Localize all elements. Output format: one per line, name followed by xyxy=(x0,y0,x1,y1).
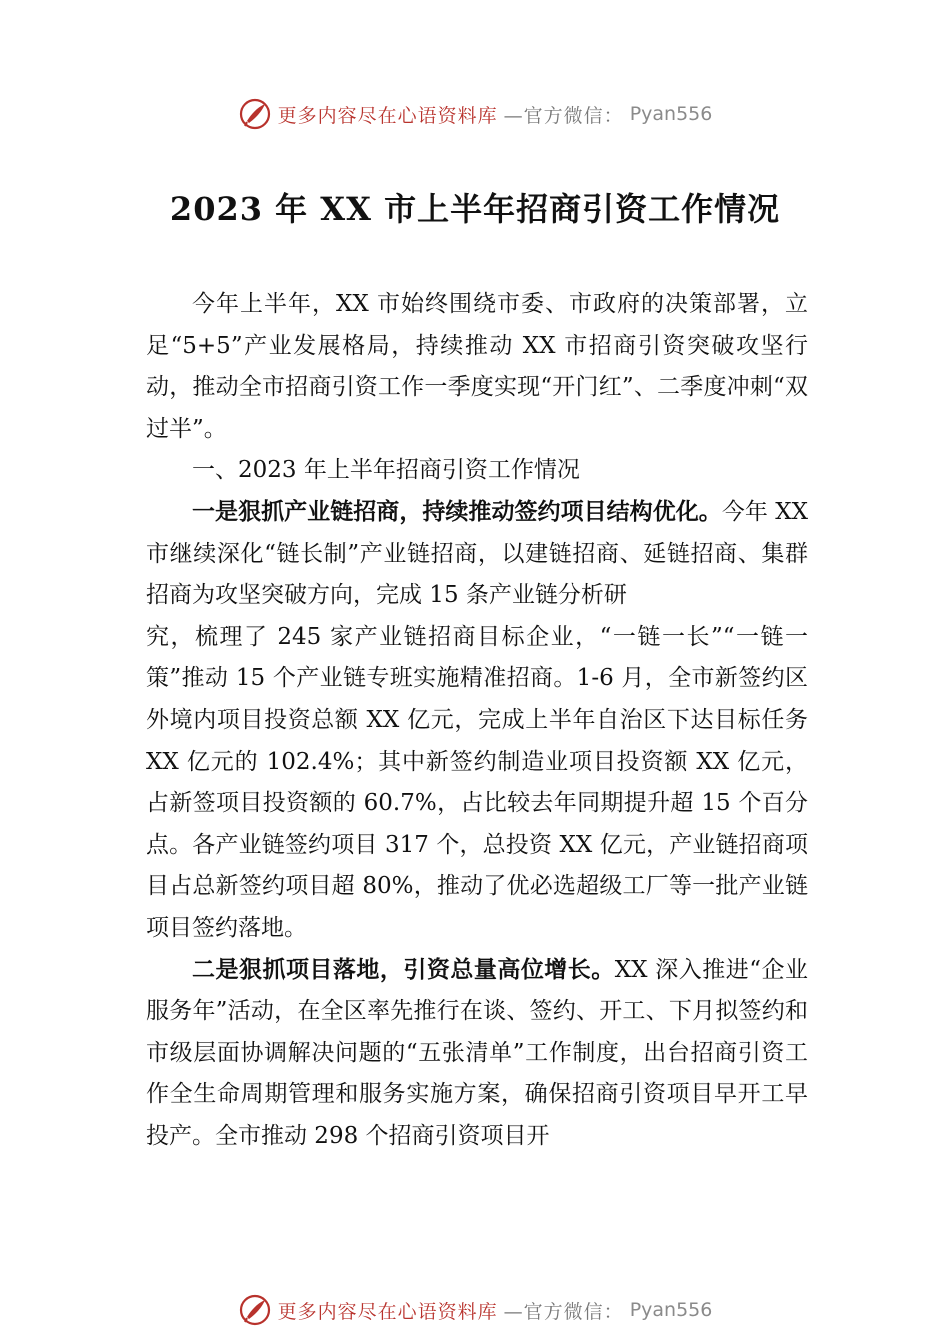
watermark-footer xyxy=(0,1290,950,1330)
watermark-header xyxy=(0,94,950,134)
section-heading: 一、2023 年上半年招商引资工作情况 xyxy=(192,457,580,484)
paragraph-industry-chain-continued: 究，梳理了 245 家产业链招商目标企业，“一链一长”“一链一策”推动 15 个产业链专班实施精准招商。1-6 月，全市新签约区外境内项目投资总额 XX 亿元，完成上半年自治区下达目标任务 XX 亿元的 102.4%；其中新签约制造业项目投资额 XX 亿元，占新签项目投资额的 60.7%，占比较去年同期提升超 15 个百分点。各产业链签约项目 317 个，总投资 XX 亿元，产业链招商项目占总新签约项目超 80%，推动了优必选超级工厂等一批产业链项目签约落地。 xyxy=(146,623,808,941)
watermark-wechat-id: Pyan556 xyxy=(629,103,713,125)
paragraph-industry-chain-lead: 一是狠抓产业链招商，持续推动签约项目结构优化。 xyxy=(192,498,722,525)
paragraph-industry-chain xyxy=(146,492,808,617)
document-body xyxy=(146,284,808,1157)
paragraph-project-landing-lead: 二是狠抓项目落地，引资总量高位增长。 xyxy=(192,956,615,983)
paragraph-project-landing-text: XX 深入推进“企业服务年”活动，在全区率先推行在谈、签约、开工、下月拟签约和市级层面协调解决问题的“五张清单”工作制度，出台招商引资工作全生命周期管理和服务实施方案，确保招商引资项目早开工早投产。全市推动 298 个招商引资项目开 xyxy=(146,956,808,1149)
watermark-wechat-label: —官方微信： xyxy=(503,1300,624,1323)
quill-logo-icon xyxy=(238,1293,272,1327)
watermark-wechat-id: Pyan556 xyxy=(629,1299,713,1321)
intro-paragraph: 今年上半年，XX 市始终围绕市委、市政府的决策部署，立足“5+5”产业发展格局，持续推动 XX 市招商引资突破攻坚行动，推动全市招商引资工作一季度实现“开门红”、二季度冲刺“双过半”。 xyxy=(146,291,808,442)
quill-logo-icon xyxy=(238,97,272,131)
paragraph-industry-chain-text-1: 今年 XX 市继续深化“链长制”产业链招商，以建链招商、延链招商、集群招商为攻坚突破方向，完成 15 条产业链分析研 xyxy=(146,498,809,609)
watermark-wechat-label: —官方微信： xyxy=(503,104,624,127)
document-title: 2023 年 XX 市上半年招商引资工作情况 xyxy=(169,190,781,228)
watermark-site-text: 更多内容尽在心语资料库 xyxy=(277,104,498,127)
paragraph-project-landing xyxy=(146,950,808,1158)
watermark-site-text: 更多内容尽在心语资料库 xyxy=(277,1300,498,1323)
